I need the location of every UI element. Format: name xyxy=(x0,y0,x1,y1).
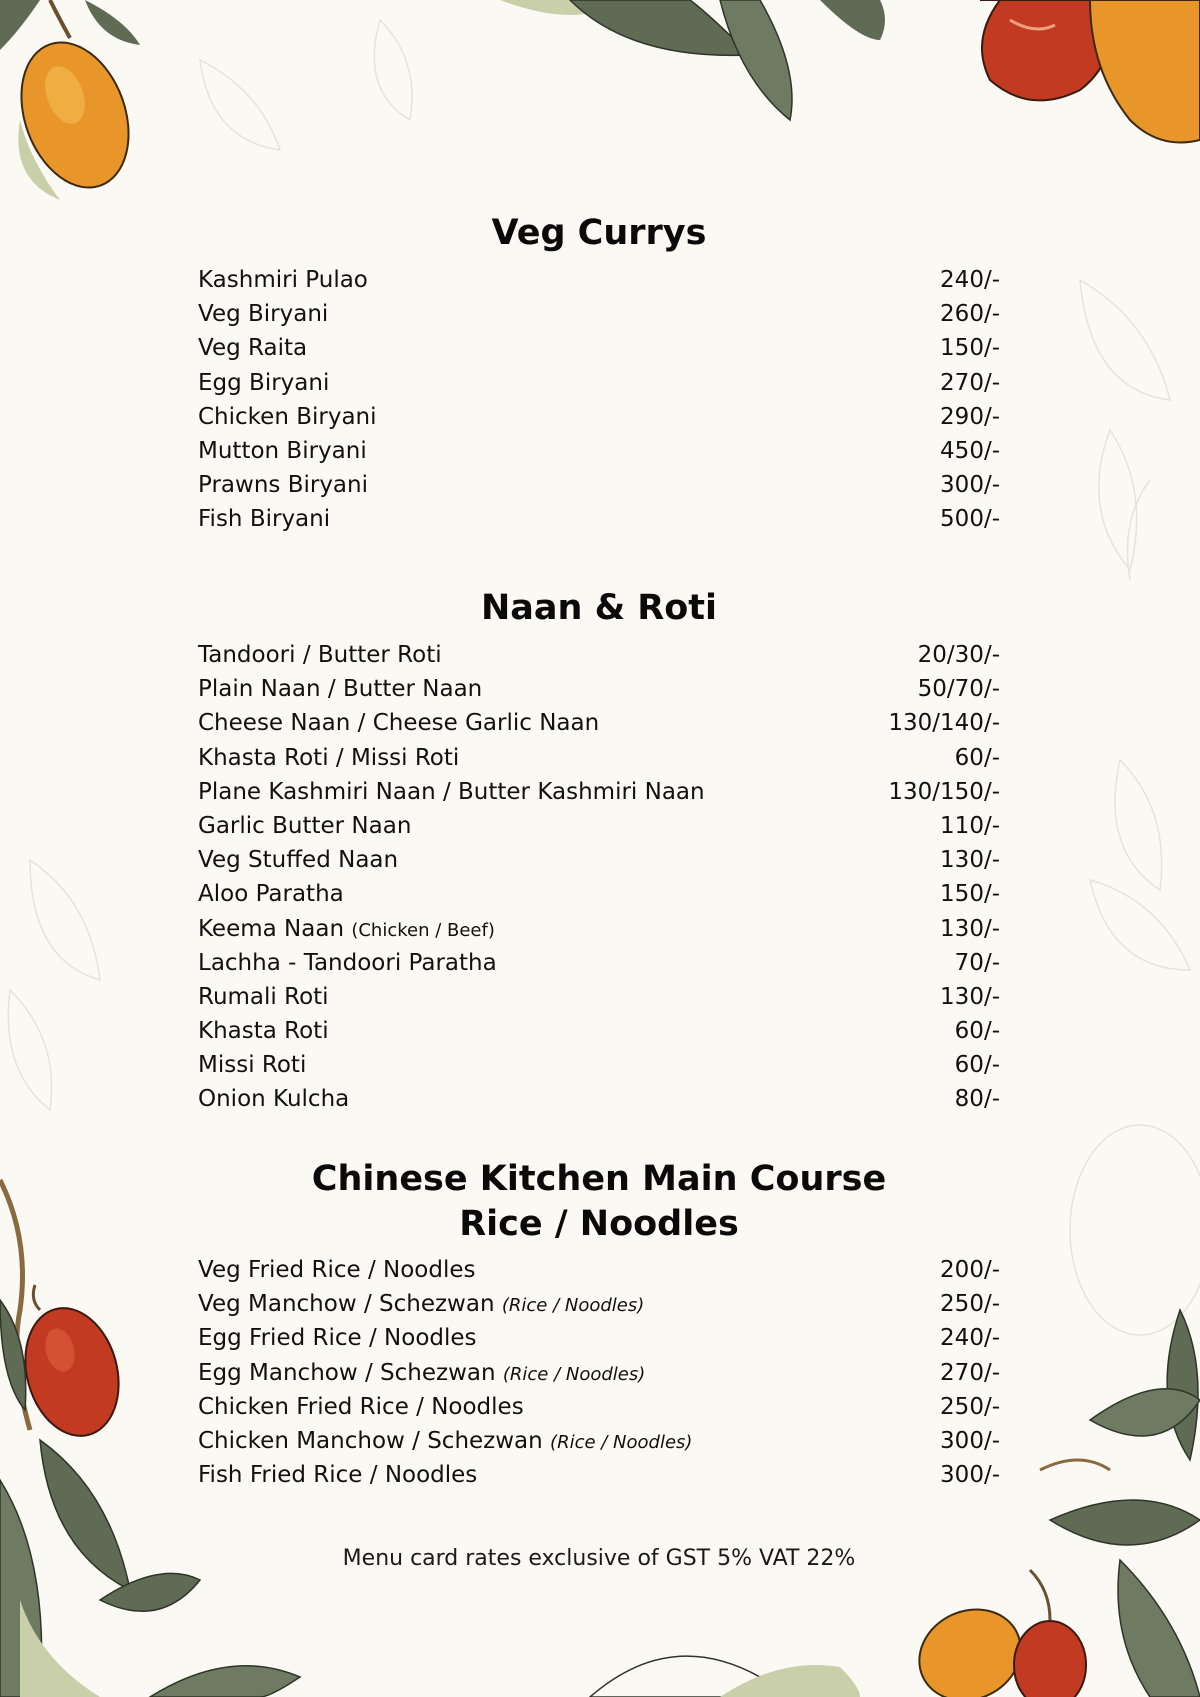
menu-item-name xyxy=(198,672,482,706)
menu-item xyxy=(198,980,1000,1014)
menu-item-name-text: Kashmiri Pulao xyxy=(198,267,368,293)
menu-item-price: 450/- xyxy=(940,437,1000,464)
menu-item xyxy=(198,672,1000,706)
menu-item xyxy=(198,638,1000,672)
menu-item xyxy=(198,502,1000,536)
menu-item-price: 260/- xyxy=(940,301,1000,328)
tax-note: Menu card rates exclusive of GST 5% VAT 22% xyxy=(342,1546,856,1571)
section-title-line-1: Chinese Kitchen Main Course xyxy=(311,1159,887,1199)
menu-item-name-text: Tandoori / Butter Roti xyxy=(198,642,442,668)
menu-item-name xyxy=(198,331,307,365)
menu-item-name-text: Cheese Naan / Cheese Garlic Naan xyxy=(198,710,600,737)
leaf-icon xyxy=(590,1656,860,1697)
menu-item-name-text: Veg Raita xyxy=(198,335,308,362)
menu-item xyxy=(198,263,1000,297)
menu-item xyxy=(198,1321,1000,1355)
menu-item-name xyxy=(198,775,705,809)
menu-item xyxy=(198,434,1000,468)
menu-item-name-text: Aloo Paratha xyxy=(198,881,344,908)
menu-item-name-text: Egg Fried Rice / Noodles xyxy=(198,1325,477,1352)
menu-item-name-text: Rumali Roti xyxy=(198,983,329,1010)
menu-item-name-text: Plain Naan / Butter Naan xyxy=(198,676,483,703)
menu-item-price: 50/70/- xyxy=(917,676,1000,703)
menu-item-name-text: Veg Manchow / Schezwan xyxy=(198,1291,495,1318)
menu-item-name-text: Khasta Roti / Missi Roti xyxy=(198,744,460,771)
menu-item-name xyxy=(198,741,459,775)
menu-item-name-text: Veg Stuffed Naan xyxy=(198,847,399,874)
menu-item-price: 300/- xyxy=(940,472,1000,499)
menu-item xyxy=(198,297,1000,331)
menu-item xyxy=(198,843,1000,877)
menu-item-price: 60/- xyxy=(954,1052,1000,1079)
menu-item-name-text: Veg Biryani xyxy=(198,301,329,328)
menu-item-name-text: Egg Biryani xyxy=(198,369,330,396)
menu-item xyxy=(198,1048,1000,1082)
menu-item xyxy=(198,1390,1000,1424)
menu-item-name xyxy=(198,1424,692,1460)
menu-item-name xyxy=(198,1356,645,1392)
menu-item-name-text: Chicken Fried Rice / Noodles xyxy=(198,1393,524,1420)
menu-item-price: 130/- xyxy=(940,915,1000,942)
menu-item xyxy=(198,912,1000,946)
menu-item xyxy=(198,1082,1000,1116)
menu-item-price: 150/- xyxy=(940,335,1000,362)
menu-item xyxy=(198,775,1000,809)
menu-item-note: (Rice / Noodles) xyxy=(501,1295,645,1317)
menu-item-name-text: Prawns Biryani xyxy=(198,472,368,499)
menu-item-price: 240/- xyxy=(940,267,1000,293)
menu-item-name-text: Veg Fried Rice / Noodles xyxy=(198,1257,476,1283)
menu-item-name xyxy=(198,638,442,672)
menu-list-veg-currys xyxy=(198,263,1000,537)
section-title-veg-currys xyxy=(198,211,1000,256)
mango-icon xyxy=(0,0,148,203)
menu-item xyxy=(198,1356,1000,1390)
section-title-chinese-kitchen xyxy=(198,1157,1000,1247)
menu-item-name xyxy=(198,468,368,502)
menu-item-name xyxy=(198,434,367,468)
menu-item xyxy=(198,366,1000,400)
leaf-icon xyxy=(1040,1310,1200,1697)
menu-item-price: 110/- xyxy=(940,812,1000,839)
menu-item xyxy=(198,468,1000,502)
menu-item-name xyxy=(198,400,377,434)
menu-item-price: 130/140/- xyxy=(888,710,1000,737)
menu-item-price: 130/150/- xyxy=(888,778,1000,805)
menu-item-name xyxy=(198,912,495,948)
menu-item xyxy=(198,1014,1000,1048)
menu-item xyxy=(198,1287,1000,1321)
menu-item-price: 20/30/- xyxy=(917,642,1000,668)
menu-item xyxy=(198,1253,1000,1287)
menu-item-price: 250/- xyxy=(940,1393,1000,1420)
menu-item-price: 150/- xyxy=(940,881,1000,908)
mango-icon xyxy=(980,0,1200,143)
menu-item-name-text: Egg Manchow / Schezwan xyxy=(198,1359,496,1386)
menu-item-name-text: Chicken Biryani xyxy=(198,403,377,430)
menu-item-price: 70/- xyxy=(954,949,1000,976)
menu-item-note: (Rice / Noodles) xyxy=(502,1363,646,1385)
menu-item-name xyxy=(198,366,329,400)
menu-item-price: 300/- xyxy=(940,1462,1000,1489)
menu-item-name-text: Mutton Biryani xyxy=(198,437,367,464)
menu-item-note: (Rice / Noodles) xyxy=(550,1431,693,1453)
menu-item-price: 300/- xyxy=(940,1427,1000,1454)
menu-item-price: 200/- xyxy=(940,1257,1000,1283)
menu-item xyxy=(198,809,1000,843)
section-title-text: Veg Currys xyxy=(491,213,707,253)
menu-item-name xyxy=(198,1321,477,1355)
menu-item-price: 270/- xyxy=(940,369,1000,396)
menu-item-price: 80/- xyxy=(954,1086,1000,1113)
menu-item-name-text: Fish Biryani xyxy=(198,506,331,533)
menu-item xyxy=(198,741,1000,775)
section-title-line-2: Rice / Noodles xyxy=(459,1204,739,1244)
menu-item-name xyxy=(198,980,329,1014)
menu-item-name-text: Onion Kulcha xyxy=(198,1086,350,1113)
menu-item-price: 240/- xyxy=(940,1325,1000,1352)
menu-item-name xyxy=(198,1287,644,1323)
menu-item-name xyxy=(198,1014,329,1048)
menu-item xyxy=(198,331,1000,365)
menu-item-price: 500/- xyxy=(940,506,1000,533)
mango-icon xyxy=(904,1570,1086,1697)
menu-item xyxy=(198,706,1000,740)
menu-item-name xyxy=(198,946,497,980)
menu-item-name-text: Plane Kashmiri Naan / Butter Kashmiri Naan xyxy=(198,778,705,805)
menu-item-price: 130/- xyxy=(940,983,1000,1010)
menu-item-name xyxy=(198,502,330,536)
menu-item xyxy=(198,946,1000,980)
menu-item-name xyxy=(198,1048,306,1082)
section-title-naan-roti xyxy=(198,586,1000,631)
menu-item-name-text: Missi Roti xyxy=(198,1052,307,1079)
menu-list-chinese-kitchen xyxy=(198,1253,1000,1492)
menu-item-name-text: Lachha - Tandoori Paratha xyxy=(198,949,497,976)
menu-item-name xyxy=(198,706,599,740)
menu-item-price: 250/- xyxy=(940,1291,1000,1318)
menu-item-name xyxy=(198,809,411,843)
menu-item-name xyxy=(198,1082,349,1116)
menu-item xyxy=(198,400,1000,434)
menu-item-price: 270/- xyxy=(940,1359,1000,1386)
section-title-text: Naan & Roti xyxy=(480,588,718,628)
menu-item-name xyxy=(198,1390,524,1424)
menu-item-name-text: Chicken Manchow / Schezwan xyxy=(198,1427,543,1454)
menu-item-price: 130/- xyxy=(940,847,1000,874)
menu-item-name-text: Keema Naan xyxy=(198,915,345,942)
menu-item xyxy=(198,1424,1000,1458)
menu-item-name xyxy=(198,843,398,877)
menu-item-name xyxy=(198,1253,475,1287)
menu-item xyxy=(198,1458,1000,1492)
menu-item-price: 60/- xyxy=(954,744,1000,771)
menu-item-price: 290/- xyxy=(940,403,1000,430)
menu-item-price: 60/- xyxy=(954,1018,1000,1045)
menu-list-naan-roti xyxy=(198,638,1000,1117)
menu-item-name xyxy=(198,877,344,911)
mango-icon xyxy=(0,1180,132,1446)
menu-item-note: (Chicken / Beef) xyxy=(351,919,495,941)
leaf-icon xyxy=(500,0,885,120)
menu-item-name xyxy=(198,297,328,331)
menu-item-name xyxy=(198,263,368,297)
menu-item-name xyxy=(198,1458,477,1492)
menu-item-name-text: Khasta Roti xyxy=(198,1018,329,1045)
menu-item-name-text: Garlic Butter Naan xyxy=(198,812,412,839)
menu-item xyxy=(198,877,1000,911)
menu-item-name-text: Fish Fried Rice / Noodles xyxy=(198,1462,478,1489)
